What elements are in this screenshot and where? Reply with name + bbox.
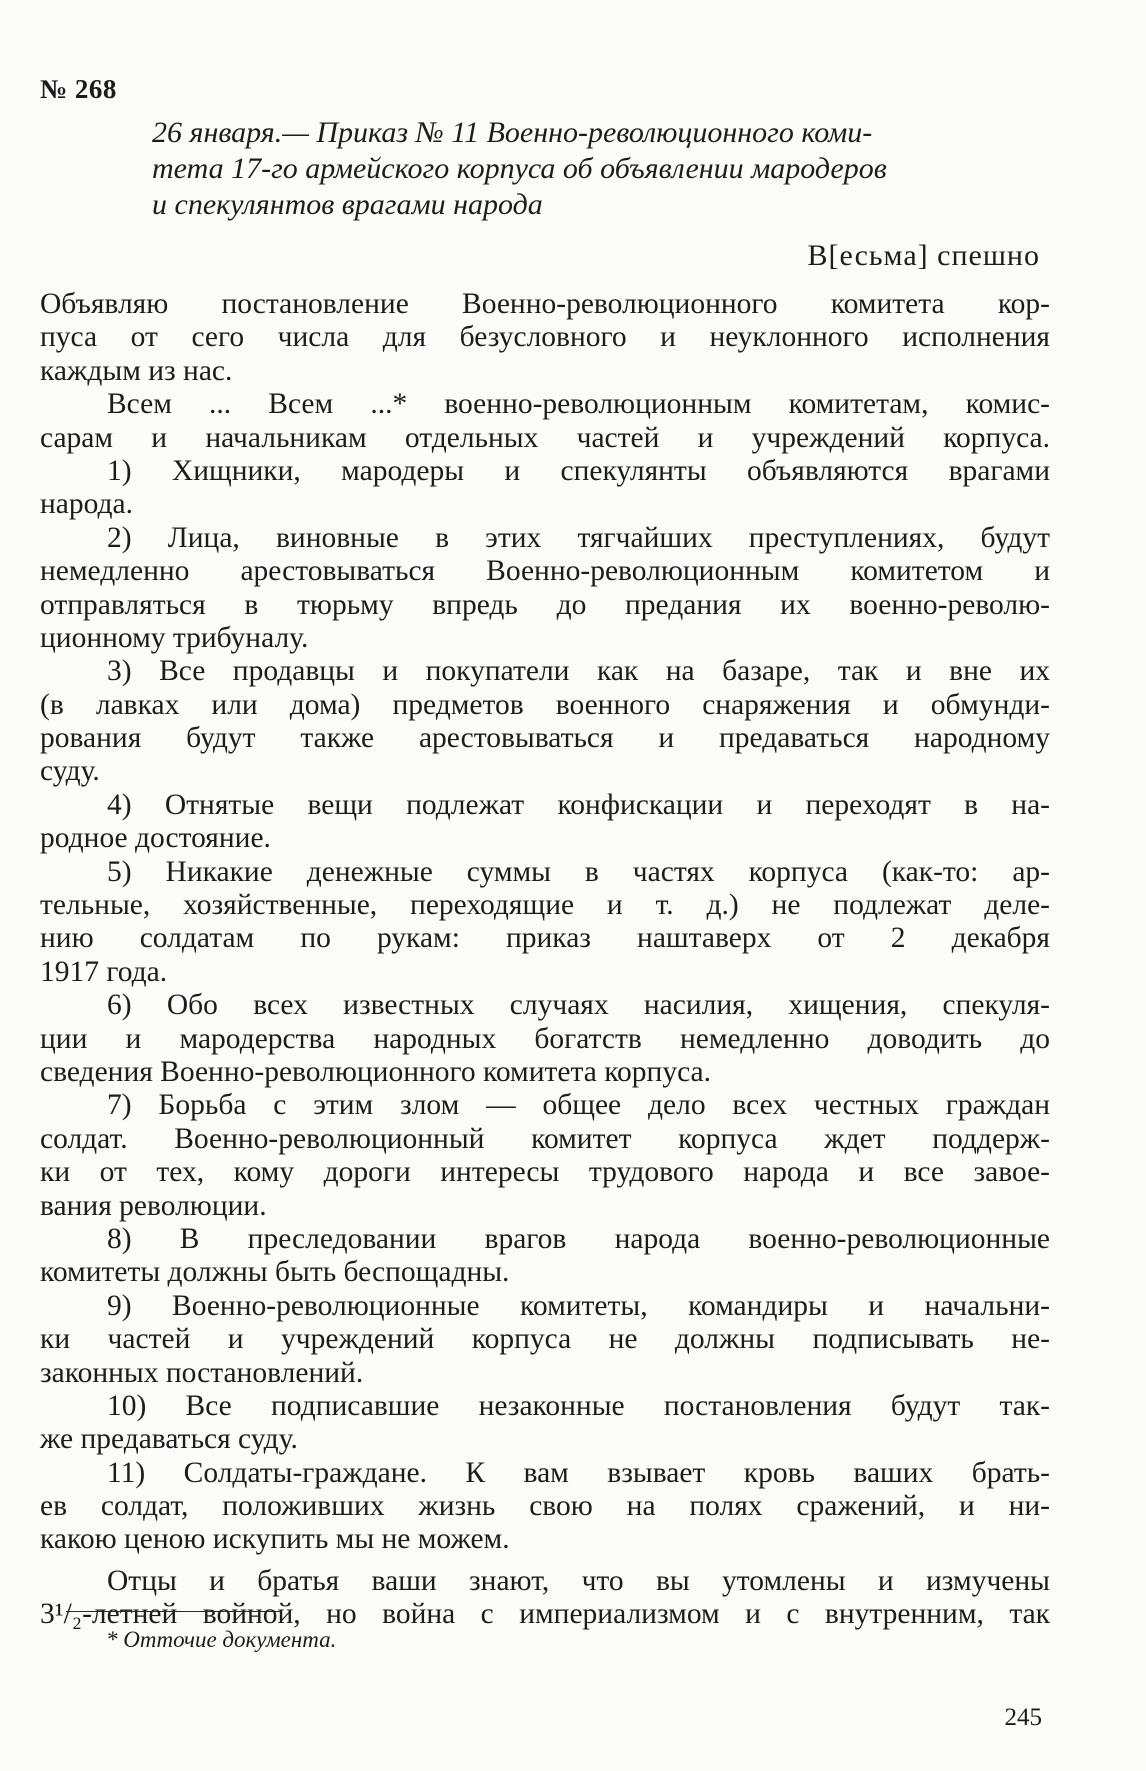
body-line: ционному трибуналу. bbox=[40, 621, 309, 654]
body-line: (в лавках или дома) предметов военного снаряжения и обмунди- bbox=[40, 688, 1050, 721]
body-line: 5) Никакие денежные суммы в частях корпуса (как-то: ар- bbox=[107, 855, 1050, 888]
body-line: каждым из нас. bbox=[40, 354, 233, 387]
document-body bbox=[40, 288, 1050, 1632]
heading-line: тета 17-го армейского корпуса об объявлении мародеров bbox=[152, 152, 887, 185]
body-line: рования будут также арестовываться и предаваться народному bbox=[40, 722, 1050, 755]
body-line: 1917 года. bbox=[40, 955, 168, 988]
body-line: 7) Борьба с этим злом — общее дело всех честных граждан bbox=[107, 1089, 1050, 1122]
urgency-mark: В[есьма] спешно bbox=[807, 239, 1040, 272]
body-line: же предаваться суду. bbox=[40, 1423, 298, 1456]
body-line: ки от тех, кому дороги интересы трудового народа и все завое- bbox=[40, 1156, 1050, 1189]
body-line: сарам и начальникам отдельных частей и учреждений корпуса. bbox=[40, 421, 1050, 454]
document-number: № 268 bbox=[40, 74, 117, 104]
body-line: 11) Солдаты-граждане. К вам взывает кровь ваших брать- bbox=[107, 1456, 1050, 1489]
body-line: законных постановлений. bbox=[40, 1356, 364, 1389]
body-line: тельные, хозяйственные, переходящие и т. д.) не подлежат деле- bbox=[40, 889, 1050, 922]
body-line: суду. bbox=[40, 755, 100, 788]
body-line: 4) Отнятые вещи подлежат конфискации и переходят в на- bbox=[107, 788, 1050, 821]
body-line: ции и мародерства народных богатств немедленно доводить до bbox=[40, 1022, 1050, 1055]
body-line: 3) Все продавцы и покупатели как на базаре, так и вне их bbox=[107, 655, 1050, 688]
body-line: отправляться в тюрьму впредь до предания их военно-револю- bbox=[40, 588, 1050, 621]
body-line: 6) Обо всех известных случаях насилия, хищения, спекуля- bbox=[107, 989, 1050, 1022]
body-line: 9) Военно-революционные комитеты, командиры и начальни- bbox=[107, 1289, 1050, 1322]
body-line: Объявляю постановление Военно-революционного комитета кор- bbox=[40, 288, 1050, 320]
body-line: вания революции. bbox=[40, 1189, 267, 1222]
body-line: немедленно арестовываться Военно-революционным комитетом и bbox=[40, 555, 1050, 588]
footnote: * Отточие документа. bbox=[106, 1627, 337, 1652]
body-line: комитеты должны быть беспощадны. bbox=[40, 1256, 510, 1289]
body-line: 3¹/₂-летней войной, но война с империализмом и с внутренним, так bbox=[40, 1598, 1050, 1631]
body-line: 2) Лица, виновные в этих тягчайших преступлениях, будут bbox=[107, 521, 1050, 554]
body-line: солдат. Военно-революционный комитет корпуса ждет поддерж- bbox=[40, 1122, 1050, 1155]
body-line: ев солдат, положивших жизнь свою на полях сражений, и ни- bbox=[40, 1490, 1050, 1523]
body-line: пуса от сего числа для безусловного и неуклонного исполнения bbox=[40, 321, 1050, 354]
body-line: сведения Военно-революционного комитета корпуса. bbox=[40, 1055, 712, 1088]
body-line: Всем ... Всем ...* военно-революционным комитетам, комис- bbox=[107, 388, 1050, 421]
body-line: 10) Все подписавшие незаконные постановления будут так- bbox=[107, 1389, 1050, 1422]
body-line: нию солдатам по рукам: приказ наштаверх от 2 декабря bbox=[40, 922, 1050, 955]
page-number: 245 bbox=[1004, 1704, 1042, 1731]
body-line: родное достояние. bbox=[40, 822, 271, 855]
heading-line: 26 января.— Приказ № 11 Военно-революционного коми- bbox=[152, 116, 873, 149]
body-line: 8) В преследовании врагов народа военно-революционные bbox=[107, 1222, 1050, 1255]
body-line: 1) Хищники, мародеры и спекулянты объявляются врагами bbox=[107, 454, 1050, 487]
footnote-divider bbox=[66, 1611, 282, 1612]
body-line: ки частей и учреждений корпуса не должны подписывать не- bbox=[40, 1323, 1050, 1356]
document-heading bbox=[152, 115, 1052, 223]
body-line: народа. bbox=[40, 488, 134, 521]
heading-line: и спекулянтов врагами народа bbox=[152, 188, 543, 221]
body-line: Отцы и братья ваши знают, что вы утомлены и измучены bbox=[107, 1564, 1050, 1597]
body-line: какою ценою искупить мы не можем. bbox=[40, 1523, 510, 1556]
